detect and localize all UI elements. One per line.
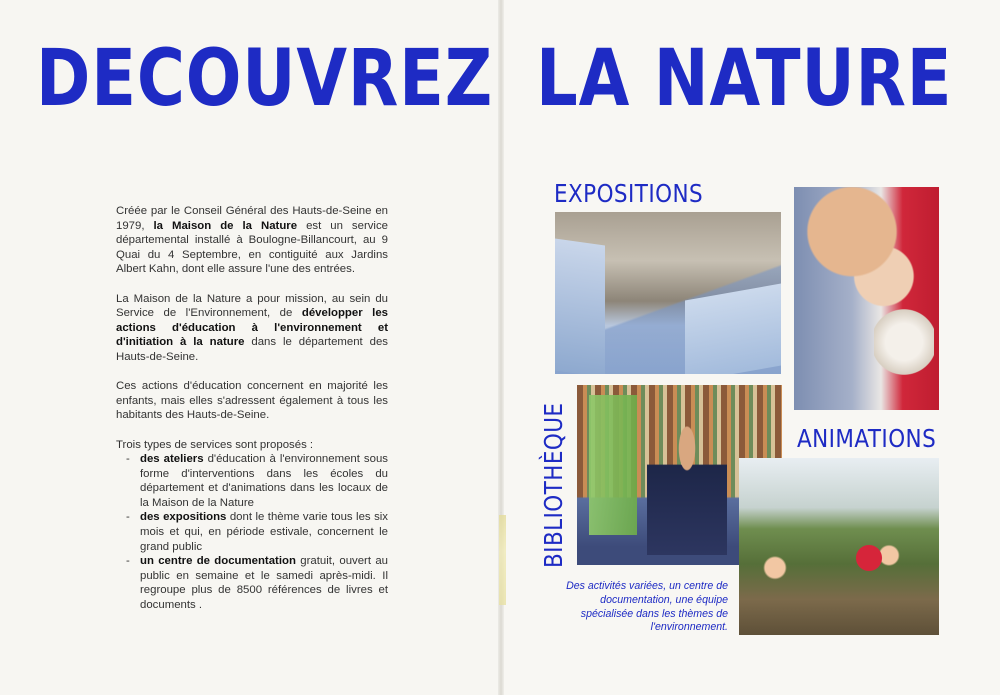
section-title-animations: ANIMATIONS	[797, 424, 937, 453]
services-intro: Trois types de services sont proposés :	[116, 438, 314, 451]
headline-left: DECOUVREZ	[36, 34, 494, 124]
service-item-expositions: - des expositions dont le thème varie tous les six mois et qui, en période estivale, concernent le grand public	[116, 510, 388, 554]
services-list	[116, 452, 388, 613]
headline-right: LA NATURE	[536, 34, 953, 124]
children-photo	[794, 187, 939, 410]
section-title-expositions: EXPOSITIONS	[554, 179, 704, 208]
service-item-ateliers: - des ateliers d'éducation à l'environnement sous forme d'interventions dans les écoles du département et d'animations dans les locaux de la Maison de la Nature	[116, 452, 388, 510]
section-title-bibliotheque: BIBLIOTHÈQUE	[539, 402, 568, 568]
intro-paragraph-2: La Maison de la Nature a pour mission, au sein du Service de l'Environnement, de développer les actions d'éducation à l'environnement et d'initiation à la nature dans le département des Hauts-de-Seine.	[116, 292, 388, 363]
photo-caption: Des activités variées, un centre de documentation, une équipe spécialisée dans les thèmes de l'environnement.	[566, 580, 728, 634]
exhibition-photo	[555, 212, 781, 374]
mission-bold: développer les actions d'éducation à l'environnement et d'initiation à la nature	[116, 307, 388, 349]
garden-photo	[739, 458, 939, 635]
intro-text	[116, 204, 388, 613]
intro-paragraph-3: Ces actions d'éducation concernent en majorité les enfants, mais elles s'adressent également à tous les habitants des Hauts-de-Seine.	[116, 380, 388, 422]
service-item-documentation: - un centre de documentation gratuit, ouvert au public en semaine et le samedi après-midi. Il regroupe plus de 8500 références de livres et documents .	[116, 554, 388, 612]
tape-mark	[499, 515, 506, 605]
maison-nature-bold: la Maison de la Nature	[153, 219, 298, 232]
intro-paragraph-1: Créée par le Conseil Général des Hauts-de-Seine en 1979, la Maison de la Nature est un service départemental installé à Boulogne-Billancourt, au 9 Quai du 4 Septembre, en contiguité aux Jardins Albert Kahn, dont elle assure l'une des entrées.	[116, 205, 388, 276]
